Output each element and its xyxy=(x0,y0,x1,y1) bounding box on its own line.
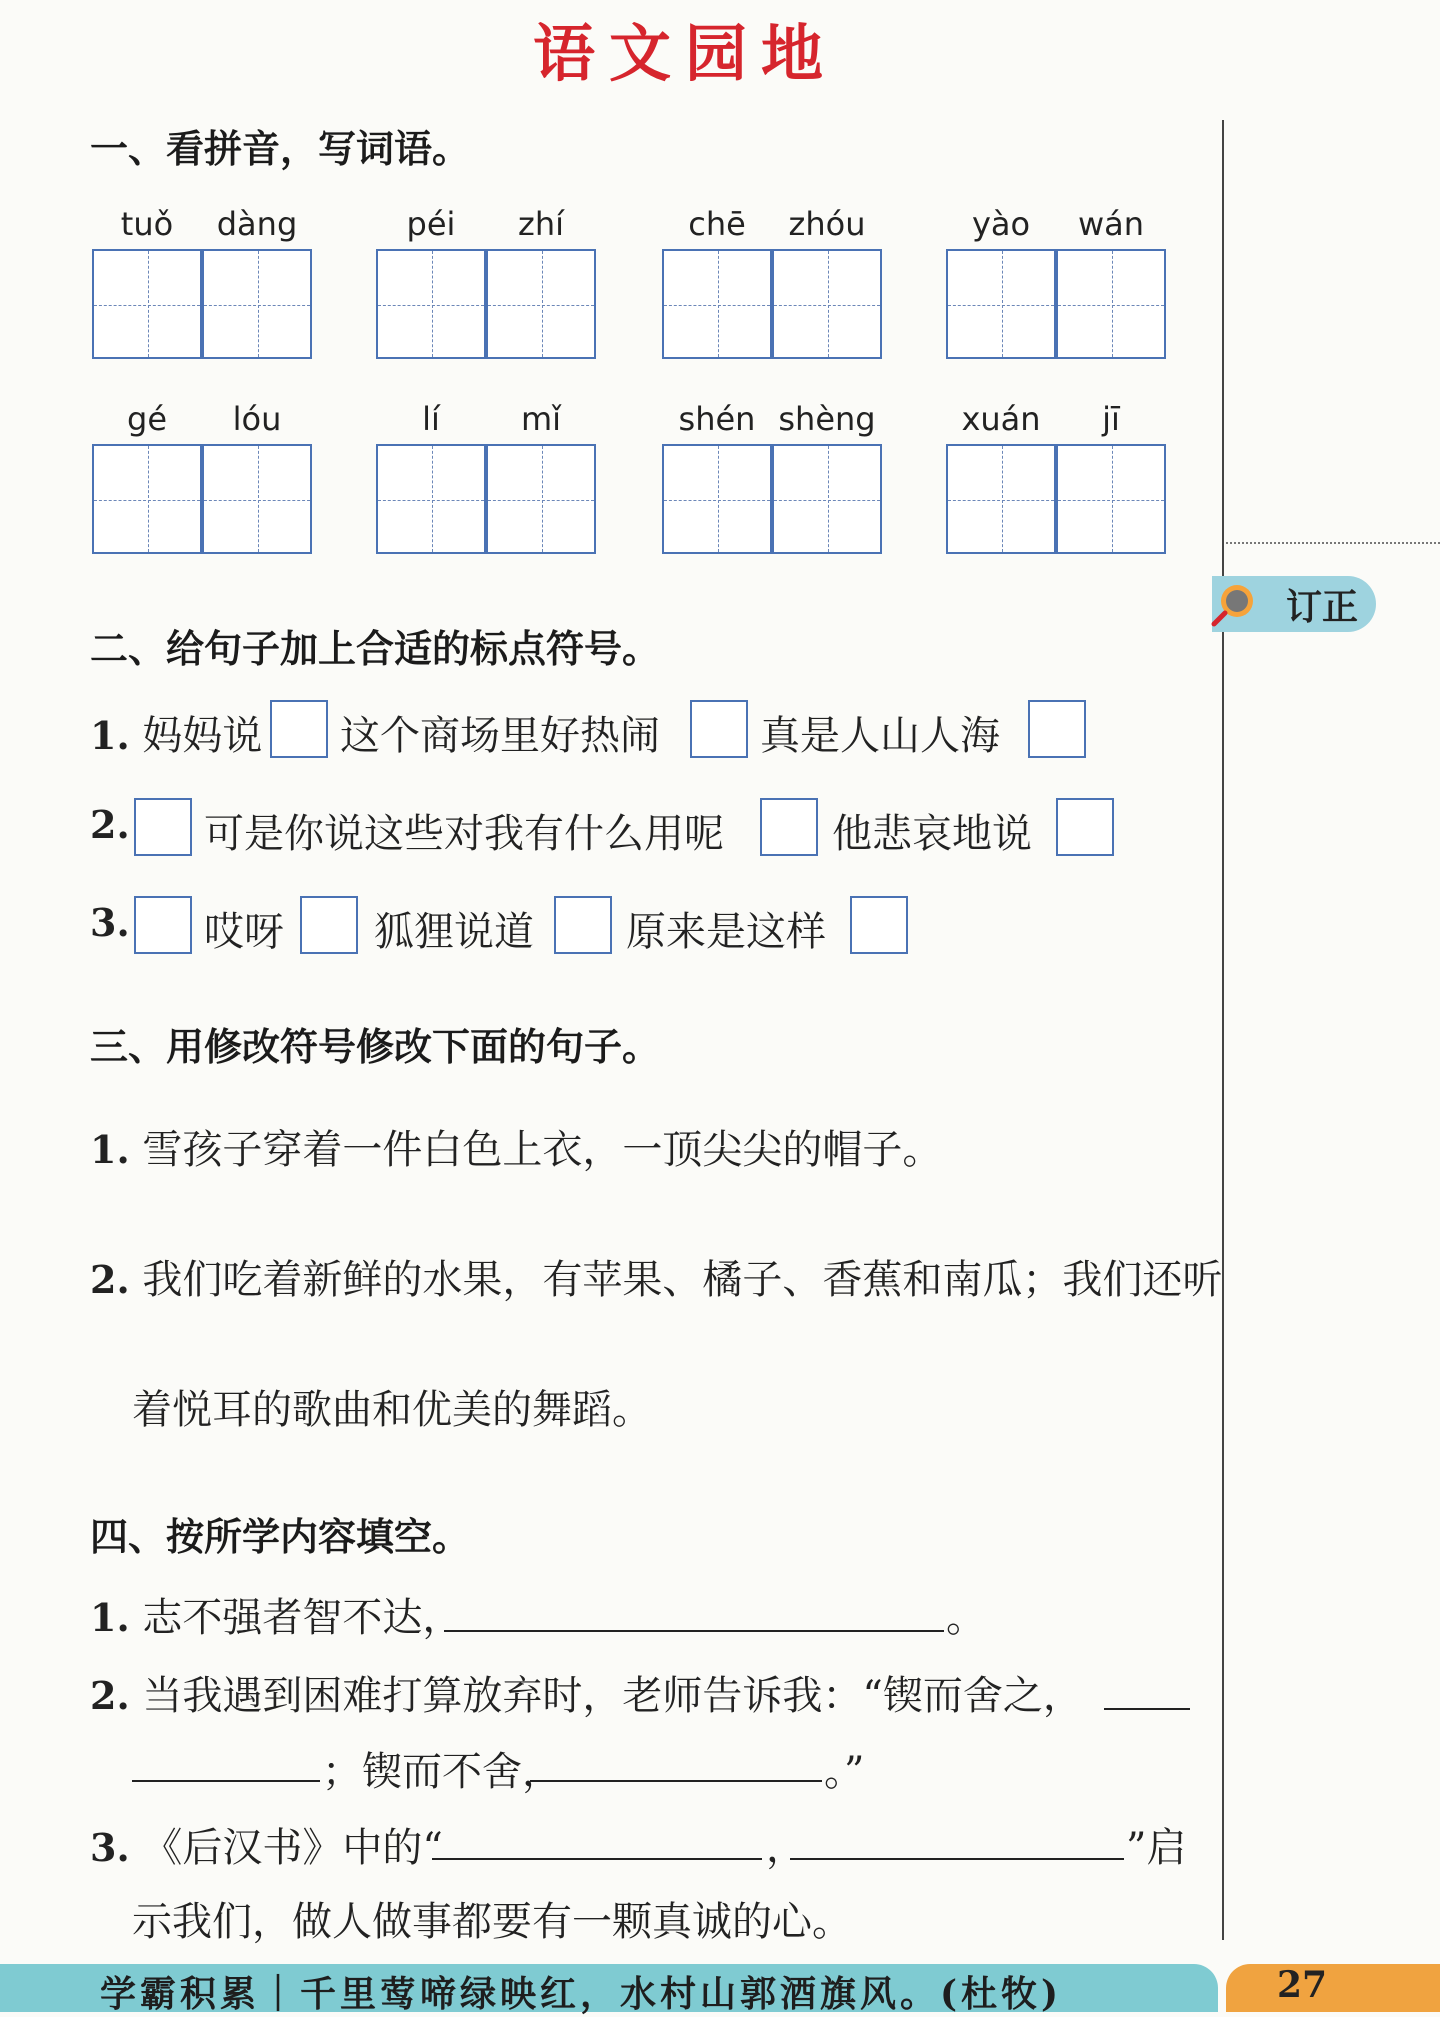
fill-blank[interactable] xyxy=(444,1630,944,1632)
punctuation-box[interactable] xyxy=(134,896,192,954)
pinyin-label: lí xyxy=(422,400,440,438)
pinyin-label: mǐ xyxy=(520,400,562,438)
character-grid-cell[interactable] xyxy=(376,249,486,359)
item-number: 1. xyxy=(90,713,130,758)
character-grid-cell[interactable] xyxy=(202,444,312,554)
s2-item-3-number: 3. xyxy=(90,900,130,945)
s3-item-2-continued: 着悦耳的歌曲和优美的舞蹈。 xyxy=(132,1387,652,1433)
pinyin-label: wán xyxy=(1077,205,1145,243)
s2-item-1-part-1: 妈妈说 xyxy=(142,713,263,759)
s4-item-2-mid: ；锲而不舍， xyxy=(322,1749,562,1795)
margin-dotted-divider xyxy=(1226,542,1440,544)
s2-item-3-part-3: 原来是这样 xyxy=(626,909,826,955)
s4-item-1-end: 。 xyxy=(946,1595,986,1641)
character-grid-cell[interactable] xyxy=(1056,249,1166,359)
character-grid-cell[interactable] xyxy=(772,444,882,554)
s4-item-2: 2. 当我遇到困难打算放弃时，老师告诉我：“锲而舍之， xyxy=(90,1673,1083,1719)
punctuation-box[interactable] xyxy=(554,896,612,954)
s4-item-3-line2: 示我们，做人做事都要有一颗真诚的心。 xyxy=(132,1899,852,1945)
s4-item-1: 1. 志不强者智不达， xyxy=(90,1595,463,1641)
pinyin-label: lóu xyxy=(232,400,282,438)
character-grid-cell[interactable] xyxy=(376,444,486,554)
pinyin-label: gé xyxy=(127,400,167,438)
pinyin-label: chē xyxy=(688,205,746,243)
s4-item-3-end: ”启 xyxy=(1126,1825,1187,1871)
character-grid-cell[interactable] xyxy=(662,444,772,554)
character-grid-cell[interactable] xyxy=(486,444,596,554)
fill-blank[interactable] xyxy=(1104,1708,1190,1710)
character-grid-cell[interactable] xyxy=(202,249,312,359)
punctuation-box[interactable] xyxy=(850,896,908,954)
pinyin-label: jī xyxy=(1102,400,1120,438)
s2-item-2-part-1: 可是你说这些对我有什么用呢 xyxy=(204,811,724,857)
character-grid-cell[interactable] xyxy=(92,444,202,554)
fill-blank[interactable] xyxy=(790,1858,1124,1860)
character-grid-cell[interactable] xyxy=(946,444,1056,554)
s2-item-3-part-2: 狐狸说道 xyxy=(374,909,534,955)
correction-label: 订正 xyxy=(1285,586,1358,628)
fill-blank[interactable] xyxy=(530,1780,822,1782)
s2-item-2-number: 2. xyxy=(90,802,130,847)
character-grid-cell[interactable] xyxy=(772,249,882,359)
s3-item-2: 2. 我们吃着新鲜的水果，有苹果、橘子、香蕉和南瓜；我们还听 xyxy=(90,1257,1223,1303)
magnifier-pen-icon xyxy=(1210,578,1260,628)
fill-blank[interactable] xyxy=(432,1858,762,1860)
footer-quote: 学霸积累｜千里莺啼绿映红，水村山郭酒旗风。(杜牧) xyxy=(100,1973,1063,2015)
pinyin-label: tuǒ xyxy=(120,205,174,243)
s2-item-2-part-2: 他悲哀地说 xyxy=(832,811,1032,857)
s4-item-2-end: 。” xyxy=(824,1749,865,1795)
pinyin-label: xuán xyxy=(961,400,1041,438)
punctuation-box[interactable] xyxy=(760,798,818,856)
character-grid-cell[interactable] xyxy=(946,249,1056,359)
s4-item-3: 3. 《后汉书》中的“ xyxy=(90,1825,443,1871)
character-grid-cell[interactable] xyxy=(486,249,596,359)
pinyin-label: péi xyxy=(406,205,456,243)
character-grid-cell[interactable] xyxy=(1056,444,1166,554)
pinyin-label: shén xyxy=(678,400,756,438)
section-4-heading: 四、按所学内容填空。 xyxy=(90,1515,471,1559)
punctuation-box[interactable] xyxy=(1028,700,1086,758)
s2-item-1 xyxy=(90,704,262,761)
section-3-heading: 三、用修改符号修改下面的句子。 xyxy=(90,1025,661,1069)
punctuation-box[interactable] xyxy=(134,798,192,856)
punctuation-box[interactable] xyxy=(1056,798,1114,856)
punctuation-box[interactable] xyxy=(270,700,328,758)
pinyin-label: zhí xyxy=(518,205,564,243)
section-2-heading: 二、给句子加上合适的标点符号。 xyxy=(90,627,661,671)
page-title: 语文园地 xyxy=(532,17,837,90)
pinyin-label: yào xyxy=(971,205,1031,243)
punctuation-box[interactable] xyxy=(300,896,358,954)
s2-item-1-part-3: 真是人山人海 xyxy=(760,713,1000,759)
character-grid-cell[interactable] xyxy=(92,249,202,359)
margin-rule xyxy=(1222,120,1224,1940)
section-1-heading: 一、看拼音，写词语。 xyxy=(90,127,471,171)
punctuation-box[interactable] xyxy=(690,700,748,758)
s4-item-3-comma: ， xyxy=(766,1825,806,1871)
fill-blank[interactable] xyxy=(132,1780,320,1782)
s3-item-1: 1. 雪孩子穿着一件白色上衣，一顶尖尖的帽子。 xyxy=(90,1127,943,1173)
s2-item-1-part-2: 这个商场里好热闹 xyxy=(340,713,660,759)
pinyin-label: dàng xyxy=(216,205,298,243)
pinyin-label: zhóu xyxy=(788,205,866,243)
pinyin-label: shèng xyxy=(778,400,876,438)
character-grid-cell[interactable] xyxy=(662,249,772,359)
page-number: 27 xyxy=(1276,1964,1328,2006)
s2-item-3-part-1: 哎呀 xyxy=(204,909,284,955)
